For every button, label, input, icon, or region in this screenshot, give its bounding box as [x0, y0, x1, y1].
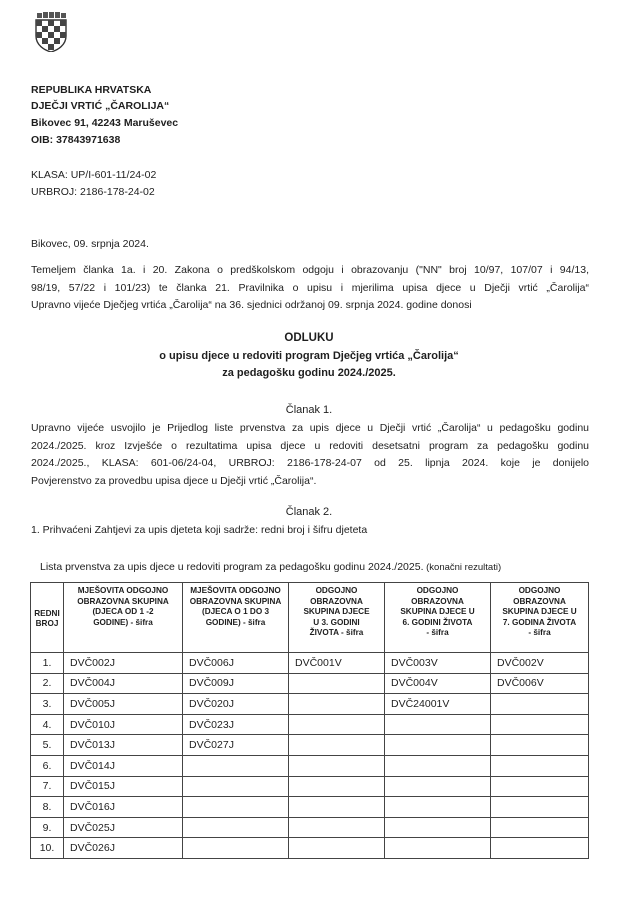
- row-number-cell: 4.: [31, 714, 64, 735]
- child-code-cell: [491, 735, 589, 756]
- intro-line: Temeljem članka 1a. i 20. Zakona o predškolskom odgoju i obrazovanju ("NN" broj 10/97, 107/07 i 94/13,: [31, 264, 589, 276]
- child-code-cell: DVČ013J: [64, 735, 183, 756]
- header-line: REDNI: [34, 608, 60, 618]
- child-code-cell: DVČ027J: [183, 735, 289, 756]
- row-number-cell: 9.: [31, 817, 64, 838]
- table-header-row: [31, 583, 589, 653]
- institution-oib: OIB: 37843971638: [31, 134, 121, 146]
- header-line: OBRAZOVNA: [411, 596, 464, 606]
- child-code-cell: [491, 776, 589, 797]
- list-title-suffix: (konačni rezultati): [423, 562, 502, 573]
- header-group-3rd-year: [289, 583, 385, 653]
- table-row: [31, 838, 589, 859]
- child-code-cell: [289, 735, 385, 756]
- child-code-cell: [183, 776, 289, 797]
- header-line: OBRAZOVNA SKUPINA: [77, 596, 169, 606]
- decision-subtitle: o upisu djece u redoviti program Dječjeg vrtića „Čarolija“: [159, 350, 459, 362]
- intro-line: 98/19, 57/22 i 101/23) te članka 21. Pravilnika o upisu i mjerilima upisa djece u Dječji vrtić „Čarolija“: [31, 281, 589, 294]
- child-code-cell: [289, 797, 385, 818]
- header-group-6th-year: [385, 583, 491, 653]
- child-code-cell: [385, 817, 491, 838]
- table-row: [31, 735, 589, 756]
- header-line: 7. GODINA ŽIVOTA: [502, 617, 577, 627]
- child-code-cell: [289, 714, 385, 735]
- table-row: [31, 817, 589, 838]
- child-code-cell: DVČ026J: [64, 838, 183, 859]
- republic-name: REPUBLIKA HRVATSKA: [31, 84, 152, 96]
- header-line: OBRAZOVNA: [513, 596, 566, 606]
- row-number-cell: 3.: [31, 694, 64, 715]
- child-code-cell: [491, 755, 589, 776]
- article-1-line: Upravno vijeće usvojilo je Prijedlog liste prvenstva za upis djece u Dječji vrtić „Čarolija“ u pedagošku godinu: [31, 422, 589, 434]
- header-mixed-group-1-2: [64, 583, 183, 653]
- child-code-cell: DVČ014J: [64, 755, 183, 776]
- child-code-cell: [491, 817, 589, 838]
- child-code-cell: DVČ016J: [64, 797, 183, 818]
- list-title: [40, 561, 501, 573]
- header-line: - šifra: [528, 628, 551, 637]
- child-code-cell: DVČ002J: [64, 653, 183, 674]
- header-line: ODGOJNO: [416, 586, 459, 595]
- child-code-cell: DVČ006V: [491, 673, 589, 694]
- header-line: OBRAZOVNA SKUPINA: [189, 596, 282, 606]
- row-number-cell: 5.: [31, 735, 64, 756]
- header-line: GODINE) - šifra: [93, 617, 153, 627]
- child-code-cell: DVČ015J: [64, 776, 183, 797]
- klasa-reference: KLASA: UP/I-601-11/24-02: [31, 169, 157, 181]
- child-code-cell: [491, 714, 589, 735]
- row-number-cell: 10.: [31, 838, 64, 859]
- article-2-heading: Članak 2.: [285, 506, 333, 518]
- article-1-heading: Članak 1.: [285, 404, 333, 416]
- header-ordinal-number: [31, 583, 64, 653]
- croatian-coat-of-arms-icon: [33, 12, 69, 52]
- child-code-cell: [289, 817, 385, 838]
- child-code-cell: [289, 755, 385, 776]
- child-code-cell: DVČ005J: [64, 694, 183, 715]
- header-line: 6. GODINI ŽIVOTA: [402, 617, 473, 627]
- child-code-cell: DVČ004J: [64, 673, 183, 694]
- child-code-cell: [183, 755, 289, 776]
- table-row: [31, 797, 589, 818]
- article-1-line: 2024./2025., KLASA: 601-06/24-04, URBROJ: 2186-178-24-07 od 25. lipnja 2024. koje je donijelo: [31, 457, 589, 469]
- header-group-7th-year: [491, 583, 589, 653]
- child-code-cell: DVČ002V: [491, 653, 589, 674]
- header-line: SKUPINA DJECE U: [400, 607, 475, 616]
- child-code-cell: [385, 838, 491, 859]
- table-row: [31, 673, 589, 694]
- header-line: (DJECA OD 1 -2: [92, 607, 154, 616]
- header-line: ODGOJNO: [315, 586, 358, 595]
- table-row: [31, 714, 589, 735]
- child-code-cell: [289, 673, 385, 694]
- child-code-cell: DVČ004V: [385, 673, 491, 694]
- institution-name: DJEČJI VRTIĆ „ČAROLIJA“: [31, 100, 170, 112]
- priority-list-table: [30, 582, 589, 859]
- child-code-cell: [385, 797, 491, 818]
- child-code-cell: DVČ006J: [183, 653, 289, 674]
- row-number-cell: 8.: [31, 797, 64, 818]
- child-code-cell: DVČ003V: [385, 653, 491, 674]
- header-line: MJEŠOVITA ODGOJNO: [190, 586, 281, 595]
- table-row: [31, 653, 589, 674]
- child-code-cell: DVČ001V: [289, 653, 385, 674]
- header-line: MJEŠOVITA ODGOJNO: [77, 586, 169, 595]
- child-code-cell: [289, 776, 385, 797]
- child-code-cell: [491, 797, 589, 818]
- child-code-cell: [491, 694, 589, 715]
- child-code-cell: DVČ010J: [64, 714, 183, 735]
- header-mixed-group-1-3: [183, 583, 289, 653]
- child-code-cell: [183, 797, 289, 818]
- urbroj-reference: URBROJ: 2186-178-24-02: [31, 186, 155, 198]
- intro-line: Upravno vijeće Dječjeg vrtića „Čarolija“ na 36. sjednici održanoj 09. srpnja 2024. godine donosi: [31, 299, 472, 311]
- table-row: [31, 694, 589, 715]
- list-title-main: Lista prvenstva za upis djece u redoviti program za pedagošku godinu 2024./2025.: [40, 561, 424, 573]
- child-code-cell: DVČ023J: [183, 714, 289, 735]
- child-code-cell: DVČ025J: [64, 817, 183, 838]
- header-line: (DJECA O 1 DO 3: [201, 607, 270, 616]
- header-line: SKUPINA DJECE U: [502, 607, 577, 616]
- row-number-cell: 1.: [31, 653, 64, 674]
- header-line: U 3. GODINI: [313, 617, 360, 627]
- child-code-cell: [491, 838, 589, 859]
- child-code-cell: [183, 838, 289, 859]
- header-line: - šifra: [426, 628, 449, 637]
- institution-address: Bikovec 91, 42243 Maruševec: [31, 117, 179, 129]
- place-date: Bikovec, 09. srpnja 2024.: [31, 238, 149, 250]
- child-code-cell: [385, 714, 491, 735]
- child-code-cell: DVČ24001V: [385, 694, 491, 715]
- table-row: [31, 755, 589, 776]
- article-1-line: Povjerenstvo za provedbu upisa djece u Dječji vrtić „Čarolija“.: [31, 474, 317, 487]
- row-number-cell: 2.: [31, 673, 64, 694]
- header-line: BROJ: [35, 619, 59, 628]
- child-code-cell: DVČ009J: [183, 673, 289, 694]
- article-1-line: 2024./2025. kroz Izvješće o rezultatima upisa djece u redoviti desetsatni program za pedagošku godinu: [31, 439, 589, 452]
- header-line: OBRAZOVNA: [310, 596, 363, 606]
- child-code-cell: [289, 838, 385, 859]
- header-line: ŽIVOTA - šifra: [309, 628, 364, 637]
- child-code-cell: [385, 776, 491, 797]
- header-line: SKUPINA DJECE: [303, 607, 370, 616]
- child-code-cell: [183, 817, 289, 838]
- child-code-cell: [289, 694, 385, 715]
- table-row: [31, 776, 589, 797]
- decision-subtitle-year: za pedagošku godinu 2024./2025.: [222, 367, 396, 379]
- row-number-cell: 7.: [31, 776, 64, 797]
- table-body: [31, 653, 589, 859]
- article-1-paragraph: [31, 420, 589, 490]
- child-code-cell: DVČ020J: [183, 694, 289, 715]
- header-line: GODINE) - šifra: [205, 617, 266, 627]
- child-code-cell: [385, 755, 491, 776]
- row-number-cell: 6.: [31, 755, 64, 776]
- article-2-subheading: 1. Prihvaćeni Zahtjevi za upis djeteta koji sadrže: redni broj i šifru djeteta: [31, 524, 368, 536]
- decision-title: ODLUKU: [284, 332, 334, 344]
- header-line: ODGOJNO: [518, 586, 561, 595]
- intro-paragraph: [31, 262, 589, 315]
- child-code-cell: [385, 735, 491, 756]
